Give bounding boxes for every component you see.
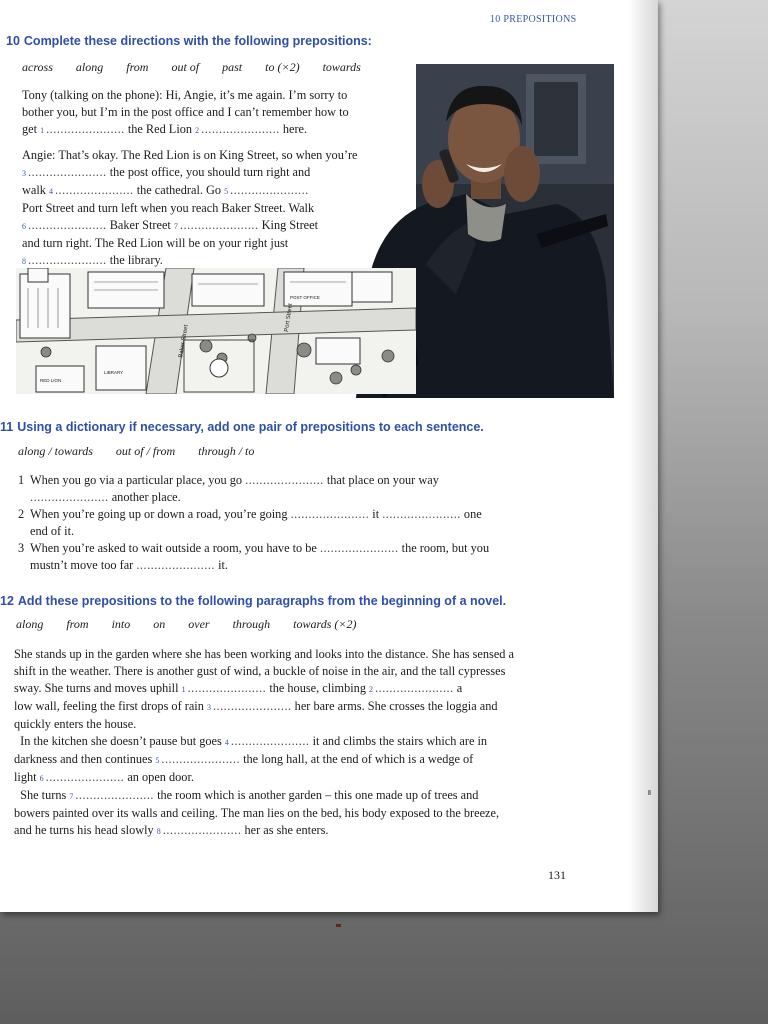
ex11-word-bank [18,444,274,459]
answer-gap[interactable]: 1 ...................... [40,122,125,136]
answer-gap[interactable]: 7 ...................... [69,788,154,802]
word: along [16,617,44,631]
ex11-item-1: 1 When you go via a particular place, you go ...................... that place on your way ...................... another place. [18,473,439,504]
word: through [232,617,271,631]
answer-gap[interactable]: 2 ...................... [369,681,454,695]
map-label-baker-street: Baker Street [178,324,190,359]
answer-gap[interactable]: 7 ...................... [173,218,259,232]
word: past [222,60,243,74]
answer-gap[interactable]: 5 ...................... [224,183,309,197]
paragraph-3: She turns 7 ...................... the room which is another garden – this one made up of trees and bowers painted over its walls and ceiling. The man lies on the bed, his body exposed to the breeze, and he turns his head slowly 8 ...................... her as she enters. [14,788,500,837]
map-label-port-street: Port Street [284,303,294,333]
ex12-novel-text [14,646,574,840]
answer-gap[interactable]: 5 ...................... [155,752,241,766]
word: on [153,617,166,631]
ex11-item-2: 2 When you’re going up or down a road, you’re going ...................... it ...................... one end of it. [18,507,482,538]
word: over [188,617,210,631]
word: along [75,60,104,74]
exercise-number: 10 [6,34,20,48]
exercise-title: Add these prepositions to the following paragraphs from the beginning of a novel. [17,594,507,608]
answer-gap[interactable]: ...................... [136,558,215,572]
map-label-post-office: POST OFFICE [290,295,320,300]
ex11-item-3: 3 When you’re asked to wait outside a room, you have to be ...................... the room, but you mustn’t move too far ...................... it. [18,541,490,572]
answer-gap[interactable]: 8 ...................... [22,253,107,267]
exercise-number: 12 [0,594,14,608]
word: out of [171,60,200,74]
exercise-title: Using a dictionary if necessary, add one pair of prepositions to each sentence. [17,420,484,434]
word: out of / from [115,444,176,458]
answer-gap[interactable]: 3 ...................... [22,165,107,179]
map-label-red-lion: RED LION [40,378,62,383]
answer-gap[interactable]: 6 ...................... [22,218,107,232]
word: towards (×2) [293,617,357,631]
running-head: 10 PREPOSITIONS [490,14,577,25]
page-edge-shadow [628,0,658,912]
answer-gap[interactable]: 6 ...................... [39,770,125,784]
word: towards [322,60,361,74]
answer-gap[interactable]: ...................... [382,507,461,521]
angie-line: Angie: That’s okay. The Red Lion is on King Street, so when you’re 3 ...................... the post office, you should turn right and walk 4 ...................... the cathedral. Go 5 ...................... Port Street and turn left when you reach Baker Street. Walk 6 ...................... Baker Street 7 ...................... King Street and turn right. The Red Lion will be on your right just 8 ...................... the library. [22,148,358,267]
exercise-12-heading [0,594,506,608]
town-map-illustration [16,268,416,394]
ex10-word-bank [22,60,381,75]
paragraph-1: She stands up in the garden where she has been working and looks into the distance. She has sensed a shift in the weather. There is another gust of wind, a buckle of noise in the air, and the tall cypresses sway. She turns and moves uphill 1 ...................... the house, climbing 2 ...................... a low wall, feeling the first drops of rain 3 ...................... her bare arms. She crosses the loggia and quickly enters the house. [14,647,514,731]
answer-gap[interactable]: 4 ...................... [224,734,310,748]
answer-gap[interactable]: 3 ...................... [206,699,292,713]
answer-gap[interactable]: 8 ...................... [156,823,242,837]
word: along / towards [18,444,93,458]
answer-gap[interactable]: 2 ...................... [195,122,280,136]
word: to (×2) [265,60,300,74]
paragraph-2: In the kitchen she doesn’t pause but goes 4 ...................... it and climbs the stairs which are in darkness and then continues 5 ...................... the long hall, at the end of which is a wedge of light 6 ...................... an open door. [14,734,488,784]
exercise-number: 11 [0,420,14,434]
exercise-10-heading [6,34,372,48]
word: across [22,60,53,74]
answer-gap[interactable]: ...................... [319,541,399,555]
word: into [111,617,131,631]
scan-speck [336,924,341,927]
answer-gap[interactable]: 4 ...................... [48,183,134,197]
answer-gap[interactable]: 1 ...................... [181,681,267,695]
word: from [126,60,149,74]
word: through / to [198,444,255,458]
exercise-11-heading [0,420,484,434]
ex12-word-bank [16,617,376,632]
answer-gap[interactable]: ...................... [290,507,370,521]
page-number: 131 [548,868,566,882]
answer-gap[interactable]: ...................... [245,473,324,487]
word: from [66,617,89,631]
exercise-title: Complete these directions with the following prepositions: [23,34,372,48]
answer-gap[interactable]: ...................... [30,490,109,504]
tony-line: Tony (talking on the phone): Hi, Angie, it’s me again. I’m sorry to bother you, but I’m in the post office and I can’t remember how to get 1 ...................... the Red Lion 2 ...................... here. [22,88,349,136]
map-label-library: LIBRARY [104,370,124,375]
ex10-dialogue [22,87,392,278]
